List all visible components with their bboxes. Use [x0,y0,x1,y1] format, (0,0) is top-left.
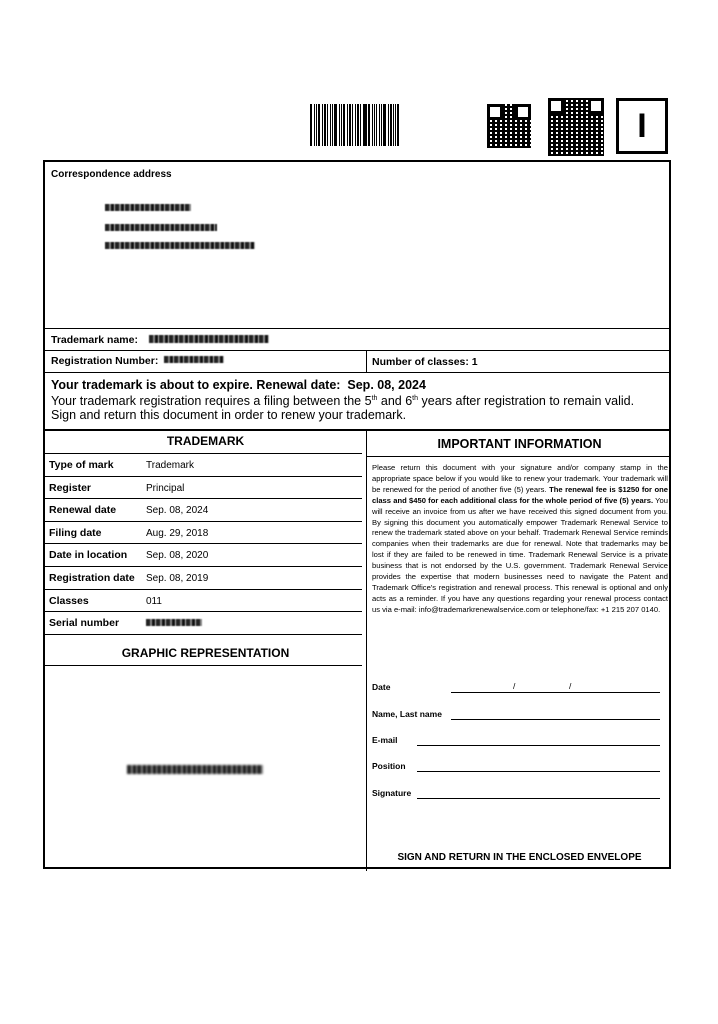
row-divider [45,521,362,522]
divider [45,453,362,454]
graphic-representation-redacted [127,765,263,774]
important-information-title: IMPORTANT INFORMATION [437,437,602,451]
number-of-classes-value: 1 [471,356,478,368]
expiry-notice-date: Sep. 08, 2024 [347,378,426,392]
envelope-instruction: SIGN AND RETURN IN THE ENCLOSED ENVELOPE [397,852,642,863]
row-divider [45,476,362,477]
barcode [310,104,400,146]
signature-field-label: E-mail [372,735,398,745]
signature-field-input[interactable] [451,692,660,693]
divider [45,429,669,431]
date-separator: / [513,681,516,691]
number-of-classes-label: Number of classes: 1 [372,356,478,368]
redacted-serial-number [146,619,202,626]
qr-code-small [487,104,531,148]
divider [366,456,669,457]
trademark-row-label: Classes [49,594,89,607]
divider [45,328,669,329]
trademark-row-value: 011 [146,595,162,607]
trademark-name-label: Trademark name: [51,334,138,346]
trademark-row-label: Type of mark [49,459,114,471]
renewal-form [43,160,671,869]
divider [45,372,669,373]
trademark-row-value: Trademark [146,460,194,471]
row-divider [45,566,362,567]
row-divider [45,634,362,635]
graphic-representation-title: GRAPHIC REPRESENTATION [121,646,290,660]
trademark-row-label: Registration date [49,572,135,584]
trademark-row-label: Renewal date [49,504,117,517]
document-id-box [616,98,668,154]
row-divider [45,498,362,499]
document-id-letter: I [637,106,647,145]
trademark-row-value: Principal [146,482,185,494]
trademark-row-value: Sep. 08, 2019 [146,573,209,584]
redacted-registration-number [164,356,224,363]
correspondence-label: Correspondence address [51,169,172,180]
signature-field-input[interactable] [451,719,660,720]
redacted-address-line-2 [105,224,217,231]
trademark-row-value: Sep. 08, 2024 [146,505,209,517]
expiry-notice-heading: Your trademark is about to expire. Renewal date: [51,378,341,392]
qr-code-large [548,98,604,156]
signature-field-label: Position [372,761,406,771]
signature-field-label: Signature [372,788,412,798]
signature-field-input[interactable] [417,745,660,746]
row-divider [45,611,362,612]
row-divider [45,589,362,590]
expiry-notice-requirement: Your trademark registration requires a filing between the 5th and 6th years after registration to remain valid. [51,394,635,409]
column-divider [366,429,367,871]
trademark-row-label: Filing date [49,526,102,539]
divider [45,350,669,351]
trademark-row-label: Register [49,481,92,494]
trademark-row-label: Serial number [49,617,120,630]
signature-field-label: Date [372,682,391,692]
signature-field-input[interactable] [417,771,660,772]
divider [45,665,362,666]
redacted-trademark-name [149,335,269,343]
divider [366,350,367,372]
row-divider [45,543,362,544]
registration-number-label: Registration Number: [51,355,159,367]
trademark-row-value: Sep. 08, 2020 [146,550,209,562]
signature-field-input[interactable] [417,798,660,799]
redacted-address-line-3 [105,242,255,249]
signature-field-label: Name, Last name [372,709,442,719]
expiry-notice [51,378,666,422]
trademark-section-title: TRADEMARK [166,434,245,448]
important-information-text: Please return this document with your signature and/or company stamp in the appropriate space below if you would like to renew your trademark. Your trademark will be renewed for the period of another five (5) years. The renewal fee is $1250 for one class and $450 for each additional class for the whole period of five (5) years. You will receive an invoice from us after we have received this signed document from you. By signing this document you automatically empower Trademark Renewal Service to renew the trademark stated above on your behalf. Trademark Renewal Service reminds companies when their trademarks are due for renewal. Note that trademarks may be lost if they are failed to be renewed in time. Trademark Renewal Service is a private business that is not endorsed by the U.S. government. Trademark Renewal Service provides the expertise that modern businesses need to navigate the Patent and Trademark Office's registration and renewal process. This renewal is optional and only acts as a reminder. If you have any questions regarding your renewal process contact us via e-mail: info@trademarkrenewalservice.com or telephone/fax: +1 215 207 0140. [372,463,668,614]
trademark-row-label: Date in location [49,549,128,562]
date-separator: / [569,681,572,691]
trademark-row-value: Aug. 29, 2018 [146,527,209,539]
redacted-address-line-1 [105,204,191,211]
expiry-notice-instruction: Sign and return this document in order to renew your trademark. [51,408,407,423]
